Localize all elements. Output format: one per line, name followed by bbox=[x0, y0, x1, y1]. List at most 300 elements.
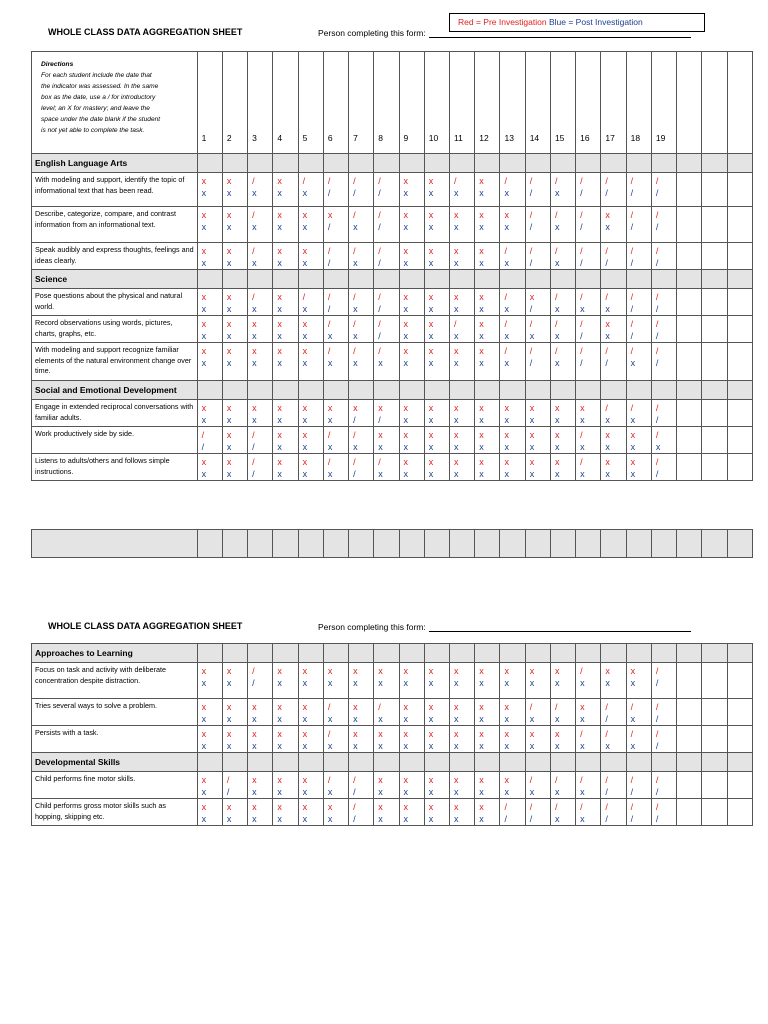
score-cell[interactable] bbox=[500, 173, 525, 207]
score-cell[interactable] bbox=[248, 663, 273, 699]
blank-cell[interactable] bbox=[399, 530, 424, 558]
score-cell[interactable] bbox=[500, 663, 525, 699]
score-cell[interactable] bbox=[500, 400, 525, 427]
score-cell[interactable] bbox=[450, 454, 475, 481]
score-cell[interactable] bbox=[349, 400, 374, 427]
score-cell[interactable] bbox=[525, 427, 550, 454]
score-cell[interactable] bbox=[601, 316, 626, 343]
empty-cell[interactable] bbox=[702, 799, 727, 826]
score-cell[interactable] bbox=[424, 243, 449, 270]
score-cell[interactable] bbox=[601, 289, 626, 316]
score-cell[interactable] bbox=[222, 427, 247, 454]
empty-cell[interactable] bbox=[702, 207, 727, 243]
score-cell[interactable] bbox=[424, 454, 449, 481]
score-cell[interactable] bbox=[500, 316, 525, 343]
score-cell[interactable] bbox=[298, 427, 323, 454]
empty-cell[interactable] bbox=[677, 699, 702, 726]
score-cell[interactable] bbox=[550, 663, 575, 699]
score-cell[interactable] bbox=[399, 343, 424, 381]
score-cell[interactable] bbox=[626, 454, 651, 481]
score-cell[interactable] bbox=[374, 772, 399, 799]
score-cell[interactable] bbox=[248, 454, 273, 481]
score-cell[interactable] bbox=[450, 316, 475, 343]
score-cell[interactable] bbox=[550, 289, 575, 316]
score-cell[interactable] bbox=[374, 726, 399, 753]
score-cell[interactable] bbox=[222, 207, 247, 243]
score-cell[interactable] bbox=[651, 173, 676, 207]
score-cell[interactable] bbox=[475, 343, 500, 381]
blank-cell[interactable] bbox=[475, 530, 500, 558]
score-cell[interactable] bbox=[500, 243, 525, 270]
empty-cell[interactable] bbox=[677, 400, 702, 427]
score-cell[interactable] bbox=[349, 207, 374, 243]
score-cell[interactable] bbox=[374, 207, 399, 243]
score-cell[interactable] bbox=[197, 343, 222, 381]
score-cell[interactable] bbox=[248, 343, 273, 381]
blank-cell[interactable] bbox=[222, 530, 247, 558]
score-cell[interactable] bbox=[550, 207, 575, 243]
score-cell[interactable] bbox=[626, 427, 651, 454]
score-cell[interactable] bbox=[197, 427, 222, 454]
score-cell[interactable] bbox=[450, 699, 475, 726]
score-cell[interactable] bbox=[298, 699, 323, 726]
score-cell[interactable] bbox=[576, 799, 601, 826]
score-cell[interactable] bbox=[424, 799, 449, 826]
score-cell[interactable] bbox=[651, 726, 676, 753]
score-cell[interactable] bbox=[626, 207, 651, 243]
score-cell[interactable] bbox=[197, 207, 222, 243]
score-cell[interactable] bbox=[248, 799, 273, 826]
score-cell[interactable] bbox=[651, 343, 676, 381]
empty-cell[interactable] bbox=[702, 772, 727, 799]
score-cell[interactable] bbox=[424, 427, 449, 454]
empty-cell[interactable] bbox=[727, 316, 752, 343]
score-cell[interactable] bbox=[424, 207, 449, 243]
score-cell[interactable] bbox=[273, 343, 298, 381]
score-cell[interactable] bbox=[450, 207, 475, 243]
blank-cell[interactable] bbox=[32, 530, 198, 558]
score-cell[interactable] bbox=[197, 726, 222, 753]
score-cell[interactable] bbox=[475, 799, 500, 826]
score-cell[interactable] bbox=[298, 243, 323, 270]
score-cell[interactable] bbox=[323, 772, 348, 799]
score-cell[interactable] bbox=[450, 343, 475, 381]
blank-cell[interactable] bbox=[424, 530, 449, 558]
score-cell[interactable] bbox=[222, 799, 247, 826]
score-cell[interactable] bbox=[576, 663, 601, 699]
score-cell[interactable] bbox=[323, 316, 348, 343]
score-cell[interactable] bbox=[323, 243, 348, 270]
score-cell[interactable] bbox=[349, 343, 374, 381]
empty-cell[interactable] bbox=[677, 343, 702, 381]
blank-cell[interactable] bbox=[626, 530, 651, 558]
score-cell[interactable] bbox=[626, 772, 651, 799]
score-cell[interactable] bbox=[424, 400, 449, 427]
score-cell[interactable] bbox=[550, 316, 575, 343]
score-cell[interactable] bbox=[273, 207, 298, 243]
score-cell[interactable] bbox=[222, 316, 247, 343]
score-cell[interactable] bbox=[576, 726, 601, 753]
blank-cell[interactable] bbox=[374, 530, 399, 558]
score-cell[interactable] bbox=[399, 772, 424, 799]
score-cell[interactable] bbox=[651, 289, 676, 316]
score-cell[interactable] bbox=[525, 400, 550, 427]
score-cell[interactable] bbox=[273, 173, 298, 207]
score-cell[interactable] bbox=[197, 699, 222, 726]
score-cell[interactable] bbox=[248, 699, 273, 726]
score-cell[interactable] bbox=[298, 454, 323, 481]
score-cell[interactable] bbox=[550, 799, 575, 826]
empty-cell[interactable] bbox=[727, 289, 752, 316]
score-cell[interactable] bbox=[450, 173, 475, 207]
empty-cell[interactable] bbox=[677, 427, 702, 454]
score-cell[interactable] bbox=[450, 243, 475, 270]
empty-cell[interactable] bbox=[702, 663, 727, 699]
score-cell[interactable] bbox=[576, 772, 601, 799]
score-cell[interactable] bbox=[399, 207, 424, 243]
score-cell[interactable] bbox=[651, 427, 676, 454]
score-cell[interactable] bbox=[273, 799, 298, 826]
score-cell[interactable] bbox=[349, 454, 374, 481]
score-cell[interactable] bbox=[349, 243, 374, 270]
score-cell[interactable] bbox=[248, 316, 273, 343]
score-cell[interactable] bbox=[601, 427, 626, 454]
score-cell[interactable] bbox=[273, 400, 298, 427]
score-cell[interactable] bbox=[576, 289, 601, 316]
score-cell[interactable] bbox=[424, 663, 449, 699]
empty-cell[interactable] bbox=[727, 454, 752, 481]
score-cell[interactable] bbox=[399, 799, 424, 826]
score-cell[interactable] bbox=[323, 400, 348, 427]
score-cell[interactable] bbox=[651, 454, 676, 481]
score-cell[interactable] bbox=[197, 772, 222, 799]
score-cell[interactable] bbox=[601, 207, 626, 243]
score-cell[interactable] bbox=[424, 173, 449, 207]
empty-cell[interactable] bbox=[727, 343, 752, 381]
empty-cell[interactable] bbox=[727, 799, 752, 826]
score-cell[interactable] bbox=[576, 454, 601, 481]
score-cell[interactable] bbox=[500, 699, 525, 726]
score-cell[interactable] bbox=[601, 173, 626, 207]
score-cell[interactable] bbox=[298, 207, 323, 243]
score-cell[interactable] bbox=[525, 343, 550, 381]
score-cell[interactable] bbox=[298, 316, 323, 343]
score-cell[interactable] bbox=[626, 726, 651, 753]
blank-cell[interactable] bbox=[525, 530, 550, 558]
score-cell[interactable] bbox=[399, 699, 424, 726]
score-cell[interactable] bbox=[273, 454, 298, 481]
score-cell[interactable] bbox=[323, 289, 348, 316]
score-cell[interactable] bbox=[399, 243, 424, 270]
score-cell[interactable] bbox=[323, 726, 348, 753]
score-cell[interactable] bbox=[626, 663, 651, 699]
score-cell[interactable] bbox=[550, 699, 575, 726]
score-cell[interactable] bbox=[626, 343, 651, 381]
score-cell[interactable] bbox=[248, 427, 273, 454]
score-cell[interactable] bbox=[601, 699, 626, 726]
score-cell[interactable] bbox=[424, 772, 449, 799]
empty-cell[interactable] bbox=[677, 726, 702, 753]
blank-cell[interactable] bbox=[323, 530, 348, 558]
score-cell[interactable] bbox=[525, 454, 550, 481]
score-cell[interactable] bbox=[323, 427, 348, 454]
score-cell[interactable] bbox=[399, 663, 424, 699]
empty-cell[interactable] bbox=[702, 343, 727, 381]
score-cell[interactable] bbox=[500, 289, 525, 316]
score-cell[interactable] bbox=[273, 427, 298, 454]
score-cell[interactable] bbox=[222, 173, 247, 207]
score-cell[interactable] bbox=[525, 799, 550, 826]
score-cell[interactable] bbox=[222, 699, 247, 726]
score-cell[interactable] bbox=[576, 400, 601, 427]
score-cell[interactable] bbox=[399, 726, 424, 753]
score-cell[interactable] bbox=[550, 427, 575, 454]
score-cell[interactable] bbox=[475, 772, 500, 799]
score-cell[interactable] bbox=[500, 454, 525, 481]
score-cell[interactable] bbox=[273, 772, 298, 799]
score-cell[interactable] bbox=[323, 454, 348, 481]
score-cell[interactable] bbox=[349, 726, 374, 753]
score-cell[interactable] bbox=[651, 699, 676, 726]
score-cell[interactable] bbox=[550, 400, 575, 427]
score-cell[interactable] bbox=[222, 343, 247, 381]
empty-cell[interactable] bbox=[677, 316, 702, 343]
score-cell[interactable] bbox=[349, 663, 374, 699]
score-cell[interactable] bbox=[273, 699, 298, 726]
score-cell[interactable] bbox=[450, 400, 475, 427]
score-cell[interactable] bbox=[298, 400, 323, 427]
empty-cell[interactable] bbox=[727, 772, 752, 799]
empty-cell[interactable] bbox=[702, 316, 727, 343]
score-cell[interactable] bbox=[525, 726, 550, 753]
score-cell[interactable] bbox=[197, 173, 222, 207]
score-cell[interactable] bbox=[273, 663, 298, 699]
score-cell[interactable] bbox=[323, 699, 348, 726]
score-cell[interactable] bbox=[525, 173, 550, 207]
score-cell[interactable] bbox=[374, 799, 399, 826]
score-cell[interactable] bbox=[399, 400, 424, 427]
score-cell[interactable] bbox=[399, 289, 424, 316]
score-cell[interactable] bbox=[399, 454, 424, 481]
score-cell[interactable] bbox=[374, 699, 399, 726]
score-cell[interactable] bbox=[450, 289, 475, 316]
score-cell[interactable] bbox=[248, 400, 273, 427]
score-cell[interactable] bbox=[298, 799, 323, 826]
score-cell[interactable] bbox=[248, 772, 273, 799]
score-cell[interactable] bbox=[651, 316, 676, 343]
score-cell[interactable] bbox=[601, 243, 626, 270]
empty-cell[interactable] bbox=[702, 427, 727, 454]
score-cell[interactable] bbox=[424, 316, 449, 343]
empty-cell[interactable] bbox=[702, 289, 727, 316]
empty-cell[interactable] bbox=[727, 699, 752, 726]
empty-cell[interactable] bbox=[702, 243, 727, 270]
score-cell[interactable] bbox=[525, 243, 550, 270]
score-cell[interactable] bbox=[248, 207, 273, 243]
score-cell[interactable] bbox=[500, 343, 525, 381]
score-cell[interactable] bbox=[374, 454, 399, 481]
blank-cell[interactable] bbox=[197, 530, 222, 558]
score-cell[interactable] bbox=[323, 343, 348, 381]
score-cell[interactable] bbox=[197, 243, 222, 270]
score-cell[interactable] bbox=[550, 454, 575, 481]
empty-cell[interactable] bbox=[702, 400, 727, 427]
score-cell[interactable] bbox=[475, 400, 500, 427]
score-cell[interactable] bbox=[450, 772, 475, 799]
score-cell[interactable] bbox=[248, 173, 273, 207]
score-cell[interactable] bbox=[550, 726, 575, 753]
blank-cell[interactable] bbox=[500, 530, 525, 558]
score-cell[interactable] bbox=[450, 799, 475, 826]
empty-cell[interactable] bbox=[677, 289, 702, 316]
score-cell[interactable] bbox=[298, 726, 323, 753]
score-cell[interactable] bbox=[323, 799, 348, 826]
score-cell[interactable] bbox=[374, 289, 399, 316]
score-cell[interactable] bbox=[576, 699, 601, 726]
score-cell[interactable] bbox=[525, 663, 550, 699]
score-cell[interactable] bbox=[323, 173, 348, 207]
score-cell[interactable] bbox=[500, 799, 525, 826]
score-cell[interactable] bbox=[651, 243, 676, 270]
score-cell[interactable] bbox=[222, 289, 247, 316]
score-cell[interactable] bbox=[323, 663, 348, 699]
score-cell[interactable] bbox=[349, 316, 374, 343]
score-cell[interactable] bbox=[626, 173, 651, 207]
blank-cell[interactable] bbox=[450, 530, 475, 558]
score-cell[interactable] bbox=[374, 400, 399, 427]
blank-cell[interactable] bbox=[651, 530, 676, 558]
score-cell[interactable] bbox=[349, 173, 374, 207]
score-cell[interactable] bbox=[424, 289, 449, 316]
score-cell[interactable] bbox=[601, 663, 626, 699]
score-cell[interactable] bbox=[601, 772, 626, 799]
score-cell[interactable] bbox=[601, 454, 626, 481]
score-cell[interactable] bbox=[374, 343, 399, 381]
sheet2-person-field[interactable] bbox=[318, 622, 691, 632]
score-cell[interactable] bbox=[576, 343, 601, 381]
empty-cell[interactable] bbox=[677, 454, 702, 481]
score-cell[interactable] bbox=[222, 726, 247, 753]
score-cell[interactable] bbox=[424, 343, 449, 381]
score-cell[interactable] bbox=[349, 772, 374, 799]
score-cell[interactable] bbox=[525, 772, 550, 799]
score-cell[interactable] bbox=[475, 243, 500, 270]
score-cell[interactable] bbox=[197, 799, 222, 826]
person-line[interactable] bbox=[429, 622, 691, 632]
score-cell[interactable] bbox=[349, 799, 374, 826]
score-cell[interactable] bbox=[651, 663, 676, 699]
empty-cell[interactable] bbox=[727, 207, 752, 243]
score-cell[interactable] bbox=[626, 699, 651, 726]
empty-cell[interactable] bbox=[677, 663, 702, 699]
score-cell[interactable] bbox=[273, 726, 298, 753]
score-cell[interactable] bbox=[475, 207, 500, 243]
score-cell[interactable] bbox=[197, 400, 222, 427]
score-cell[interactable] bbox=[374, 427, 399, 454]
blank-cell[interactable] bbox=[601, 530, 626, 558]
score-cell[interactable] bbox=[197, 454, 222, 481]
empty-cell[interactable] bbox=[727, 400, 752, 427]
blank-cell[interactable] bbox=[273, 530, 298, 558]
score-cell[interactable] bbox=[550, 772, 575, 799]
score-cell[interactable] bbox=[576, 243, 601, 270]
score-cell[interactable] bbox=[601, 799, 626, 826]
score-cell[interactable] bbox=[500, 207, 525, 243]
blank-cell[interactable] bbox=[349, 530, 374, 558]
empty-cell[interactable] bbox=[727, 173, 752, 207]
score-cell[interactable] bbox=[626, 799, 651, 826]
score-cell[interactable] bbox=[374, 316, 399, 343]
score-cell[interactable] bbox=[651, 772, 676, 799]
blank-cell[interactable] bbox=[550, 530, 575, 558]
score-cell[interactable] bbox=[374, 173, 399, 207]
blank-cell[interactable] bbox=[702, 530, 727, 558]
score-cell[interactable] bbox=[374, 663, 399, 699]
score-cell[interactable] bbox=[222, 243, 247, 270]
score-cell[interactable] bbox=[399, 316, 424, 343]
blank-cell[interactable] bbox=[248, 530, 273, 558]
score-cell[interactable] bbox=[450, 663, 475, 699]
score-cell[interactable] bbox=[651, 207, 676, 243]
score-cell[interactable] bbox=[475, 663, 500, 699]
score-cell[interactable] bbox=[424, 699, 449, 726]
score-cell[interactable] bbox=[248, 289, 273, 316]
score-cell[interactable] bbox=[576, 173, 601, 207]
score-cell[interactable] bbox=[248, 243, 273, 270]
score-cell[interactable] bbox=[626, 243, 651, 270]
score-cell[interactable] bbox=[248, 726, 273, 753]
score-cell[interactable] bbox=[525, 316, 550, 343]
score-cell[interactable] bbox=[550, 243, 575, 270]
score-cell[interactable] bbox=[475, 173, 500, 207]
score-cell[interactable] bbox=[475, 289, 500, 316]
empty-cell[interactable] bbox=[702, 454, 727, 481]
score-cell[interactable] bbox=[525, 699, 550, 726]
score-cell[interactable] bbox=[349, 427, 374, 454]
empty-cell[interactable] bbox=[727, 427, 752, 454]
blank-cell[interactable] bbox=[727, 530, 752, 558]
empty-cell[interactable] bbox=[677, 173, 702, 207]
score-cell[interactable] bbox=[601, 400, 626, 427]
score-cell[interactable] bbox=[424, 726, 449, 753]
score-cell[interactable] bbox=[525, 289, 550, 316]
empty-cell[interactable] bbox=[677, 799, 702, 826]
score-cell[interactable] bbox=[399, 173, 424, 207]
score-cell[interactable] bbox=[273, 243, 298, 270]
score-cell[interactable] bbox=[626, 316, 651, 343]
score-cell[interactable] bbox=[651, 799, 676, 826]
score-cell[interactable] bbox=[626, 289, 651, 316]
score-cell[interactable] bbox=[222, 400, 247, 427]
score-cell[interactable] bbox=[323, 207, 348, 243]
empty-cell[interactable] bbox=[727, 663, 752, 699]
score-cell[interactable] bbox=[298, 772, 323, 799]
score-cell[interactable] bbox=[298, 289, 323, 316]
empty-cell[interactable] bbox=[702, 726, 727, 753]
empty-cell[interactable] bbox=[677, 772, 702, 799]
score-cell[interactable] bbox=[475, 454, 500, 481]
score-cell[interactable] bbox=[651, 400, 676, 427]
score-cell[interactable] bbox=[450, 726, 475, 753]
score-cell[interactable] bbox=[475, 699, 500, 726]
score-cell[interactable] bbox=[349, 699, 374, 726]
score-cell[interactable] bbox=[197, 316, 222, 343]
score-cell[interactable] bbox=[500, 726, 525, 753]
score-cell[interactable] bbox=[576, 427, 601, 454]
score-cell[interactable] bbox=[222, 663, 247, 699]
score-cell[interactable] bbox=[298, 663, 323, 699]
score-cell[interactable] bbox=[500, 427, 525, 454]
